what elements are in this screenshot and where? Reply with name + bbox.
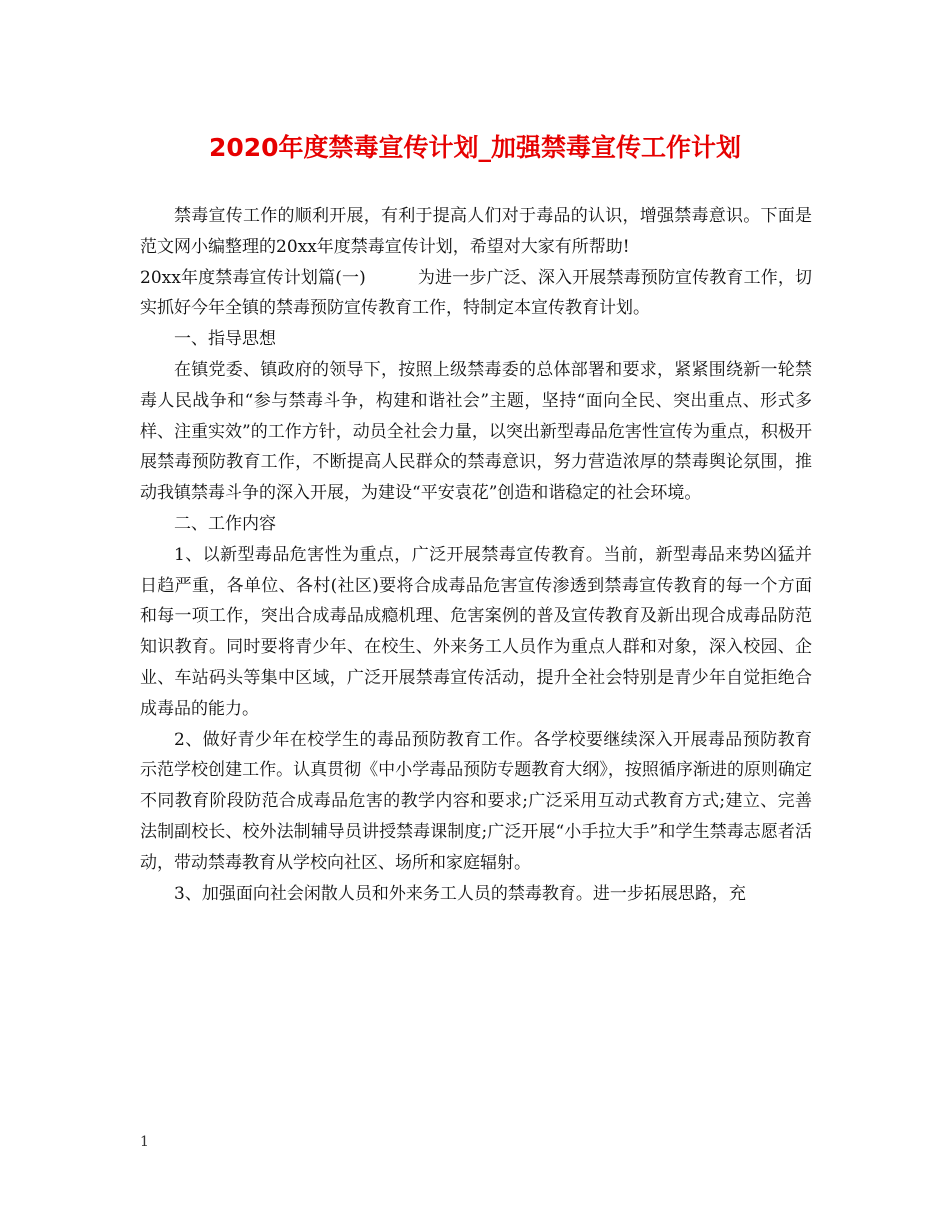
paragraph-item-2: 2、做好青少年在校学生的毒品预防教育工作。各学校要继续深入开展毒品预防教育示范学校创建工作。认真贯彻《中小学毒品预防专题教育大纲》，按照循序渐进的原则确定不同教育阶段防范合成毒品危害的教学内容和要求;广泛采用互动式教育方式;建立、完善法制副校长、校外法制辅导员讲授禁毒课制度;广泛开展“小手拉大手”和学生禁毒志愿者活动，带动禁毒教育从学校向社区、场所和家庭辐射。 [140, 729, 812, 873]
heading-work-content: 二、工作内容 [174, 513, 276, 534]
page-number: 1 [140, 1134, 149, 1150]
paragraph-item-3: 3、加强面向社会闲散人员和外来务工人员的禁毒教育。进一步拓展思路，充 [174, 883, 746, 904]
paragraph-guiding-ideology: 在镇党委、镇政府的领导下，按照上级禁毒委的总体部署和要求，紧紧围绕新一轮禁毒人民战争和“参与禁毒斗争，构建和谐社会”主题，坚持“面向全民、突出重点、形式多样、注重实效”的工作方针，动员全社会力量，以突出新型毒品危害性宣传为重点，积极开展禁毒预防教育工作，不断提高人民群众的禁毒意识，努力营造浓厚的禁毒舆论氛围，推动我镇禁毒斗争的深入开展，为建设“平安袁花”创造和谐稳定的社会环境。 [140, 359, 812, 504]
document-body [140, 201, 812, 909]
section-intro: 为进一步广泛、深入开展禁毒预防宣传教育工作，切实抓好今年全镇的禁毒预防宣传教育工作，特制定本宣传教育计划。 [140, 267, 812, 319]
intro-paragraph: 禁毒宣传工作的顺利开展，有利于提高人们对于毒品的认识，增强禁毒意识。下面是范文网小编整理的20xx年度禁毒宣传计划，希望对大家有所帮助! [140, 206, 812, 257]
section-heading: 20xx年度禁毒宣传计划篇(一) [140, 267, 366, 288]
section-heading-paragraph [140, 263, 812, 325]
paragraph-item-1: 1、以新型毒品危害性为重点，广泛开展禁毒宣传教育。当前，新型毒品来势凶猛并日趋严重，各单位、各村(社区)要将合成毒品危害宣传渗透到禁毒宣传教育的每一个方面和每一项工作，突出合成毒品成瘾机理、危害案例的普及宣传教育及新出现合成毒品防范知识教育。同时要将青少年、在校生、外来务工人员作为重点人群和对象，深入校园、企业、车站码头等集中区域，广泛开展禁毒宣传活动，提升全社会特别是青少年自觉拒绝合成毒品的能力。 [140, 544, 812, 719]
document-title: 2020年度禁毒宣传计划_加强禁毒宣传工作计划 [208, 133, 742, 162]
heading-guiding-ideology: 一、指导思想 [174, 329, 276, 350]
